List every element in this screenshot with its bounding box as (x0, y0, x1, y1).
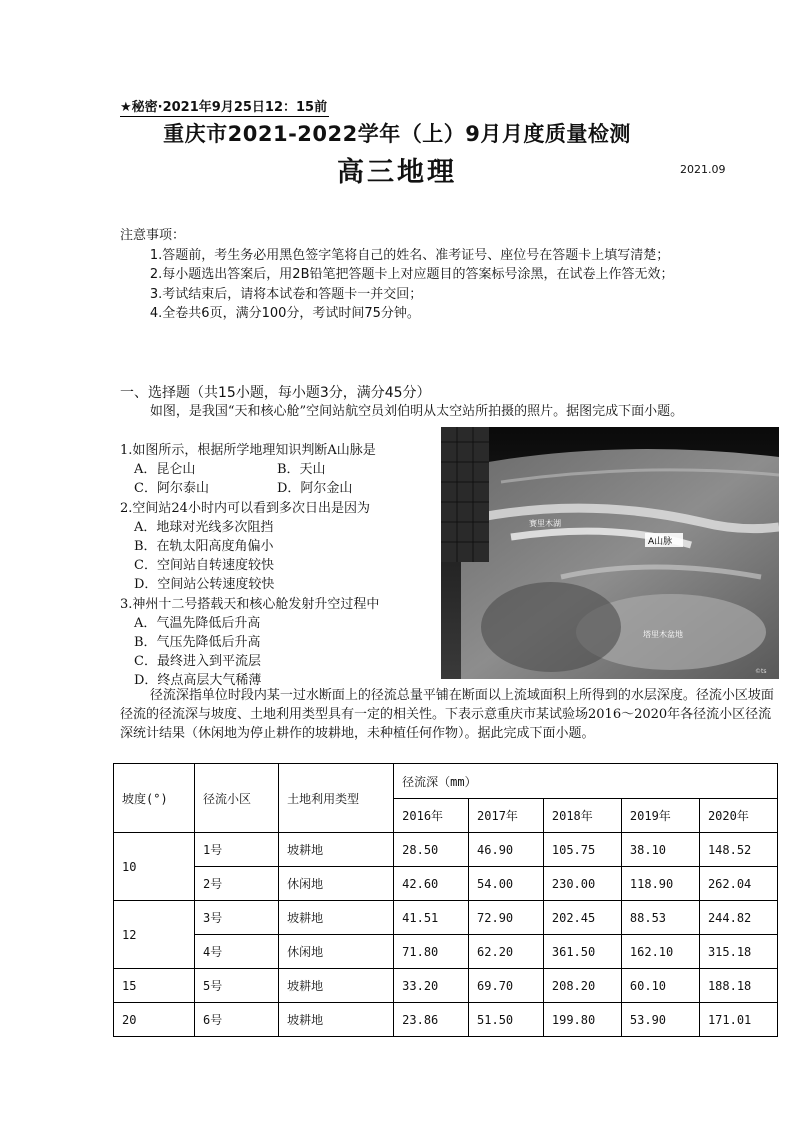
table-row (114, 867, 778, 901)
label-lake: 赛里木湖 (529, 519, 561, 528)
cell-value: 162.10 (621, 935, 699, 969)
option: C．空间站自转速度较快 (134, 558, 274, 574)
cell-value: 171.01 (699, 1003, 777, 1037)
header-plot: 径流小区 (195, 764, 279, 833)
table-row (114, 901, 778, 935)
photo-corner-mark: ©ts (755, 668, 767, 675)
header-runoff: 径流深（mm） (394, 764, 778, 799)
confidential-line: ★秘密·2021年9月25日12：15前 (120, 96, 329, 117)
question-intro (120, 402, 684, 421)
cell-value: 72.90 (469, 901, 544, 935)
question-list (120, 441, 420, 691)
notice-item: 2.每小题选出答案后，用2B铅笔把答题卡上对应题目的答案标号涂黑，在试卷上作答无效； (149, 267, 674, 283)
cell-value: 315.18 (699, 935, 777, 969)
notice-item: 4.全卷共6页，满分100分，考试时间75分钟。 (149, 306, 420, 322)
cell-plot: 3号 (195, 901, 279, 935)
option: B．气压先降低后升高 (134, 635, 261, 651)
header-land: 土地利用类型 (279, 764, 394, 833)
table-row (114, 1003, 778, 1037)
cell-value: 23.86 (394, 1003, 469, 1037)
satellite-photo-drawing (441, 427, 779, 679)
cell-value: 88.53 (621, 901, 699, 935)
cell-value: 148.52 (699, 833, 777, 867)
cell-value: 28.50 (394, 833, 469, 867)
cell-slope: 15 (114, 969, 195, 1003)
cell-value: 62.20 (469, 935, 544, 969)
cell-value: 53.90 (621, 1003, 699, 1037)
question-3-stem: 3.神州十二号搭载天和核心舱发射升空过程中 (120, 596, 380, 612)
option: D．终点高层大气稀薄 (134, 673, 262, 689)
table-row (114, 833, 778, 867)
header-year: 2018年 (543, 799, 621, 833)
cell-slope: 12 (114, 901, 195, 969)
runoff-text: 径流深指单位时段内某一过水断面上的径流总量平铺在断面以上流域面积上所得到的水层深度。径流小区坡面径流的径流深与坡度、土地利用类型具有一定的相关性。下表示意重庆市某试验场2016～2020年各径流小区径流深统计结果（休闲地为停止耕作的坡耕地，未种植任何作物）。据此完成下面小题。 (120, 688, 774, 741)
label-mountain: A山脉 (648, 537, 673, 547)
cell-land: 坡耕地 (279, 969, 394, 1003)
header-year: 2019年 (621, 799, 699, 833)
satellite-photo (441, 427, 779, 679)
exam-title: 重庆市2021-2022学年（上）9月月度质量检测 (163, 122, 631, 146)
cell-value: 33.20 (394, 969, 469, 1003)
notice-item: 3.考试结束后，请将本试卷和答题卡一并交回； (149, 286, 423, 302)
option: A．地球对光线多次阻挡 (134, 519, 274, 535)
notice-block (120, 226, 680, 324)
cell-plot: 6号 (195, 1003, 279, 1037)
option: C．阿尔泰山 (134, 481, 209, 497)
cell-value: 54.00 (469, 867, 544, 901)
question-1-stem: 1.如图所示，根据所学地理知识判断A山脉是 (120, 443, 376, 458)
table-row (114, 935, 778, 969)
cell-land: 休闲地 (279, 935, 394, 969)
header-year: 2020年 (699, 799, 777, 833)
cell-land: 坡耕地 (279, 833, 394, 867)
cell-value: 202.45 (543, 901, 621, 935)
exam-subject: 高三地理 (337, 157, 457, 188)
cell-value: 199.80 (543, 1003, 621, 1037)
header-year: 2017年 (469, 799, 544, 833)
option: D．阿尔金山 (277, 481, 353, 497)
cell-plot: 4号 (195, 935, 279, 969)
cell-slope: 10 (114, 833, 195, 901)
table-row (114, 969, 778, 1003)
header-slope: 坡度(°) (114, 764, 195, 833)
cell-plot: 2号 (195, 867, 279, 901)
cell-value: 71.80 (394, 935, 469, 969)
exam-date: 2021.09 (680, 163, 726, 176)
header-year: 2016年 (394, 799, 469, 833)
cell-value: 60.10 (621, 969, 699, 1003)
cell-plot: 1号 (195, 833, 279, 867)
option: D．空间站公转速度较快 (134, 577, 275, 593)
runoff-intro (120, 686, 776, 743)
cell-value: 69.70 (469, 969, 544, 1003)
cell-value: 208.20 (543, 969, 621, 1003)
notice-heading: 注意事项： (120, 228, 186, 243)
cell-value: 361.50 (543, 935, 621, 969)
cell-value: 230.00 (543, 867, 621, 901)
label-basin: 塔里木盆地 (643, 630, 683, 639)
cell-plot: 5号 (195, 969, 279, 1003)
cell-value: 51.50 (469, 1003, 544, 1037)
cell-land: 坡耕地 (279, 1003, 394, 1037)
option: B．在轨太阳高度角偏小 (134, 539, 274, 555)
cell-land: 坡耕地 (279, 901, 394, 935)
cell-value: 38.10 (621, 833, 699, 867)
question-2-stem: 2.空间站24小时内可以看到多次日出是因为 (120, 500, 370, 516)
option: C．最终进入到平流层 (134, 654, 261, 670)
cell-value: 262.04 (699, 867, 777, 901)
cell-value: 46.90 (469, 833, 544, 867)
option: B．天山 (277, 462, 326, 478)
cell-value: 188.18 (699, 969, 777, 1003)
cell-land: 休闲地 (279, 867, 394, 901)
section-title: 一、选择题（共15小题，每小题3分，满分45分） (120, 385, 431, 401)
option: A．气温先降低后升高 (134, 615, 261, 631)
cell-value: 41.51 (394, 901, 469, 935)
option: A．昆仑山 (134, 462, 196, 478)
cell-value: 118.90 (621, 867, 699, 901)
cell-value: 42.60 (394, 867, 469, 901)
cell-value: 105.75 (543, 833, 621, 867)
notice-item: 1.答题前，考生务必用黑色签字笔将自己的姓名、准考证号、座位号在答题卡上填写清楚； (149, 247, 670, 263)
runoff-table (113, 763, 778, 1037)
cell-slope: 20 (114, 1003, 195, 1037)
cell-value: 244.82 (699, 901, 777, 935)
intro-text: 如图，是我国“天和核心舱”空间站航空员刘伯明从太空站所拍摄的照片。据图完成下面小题。 (149, 404, 684, 419)
